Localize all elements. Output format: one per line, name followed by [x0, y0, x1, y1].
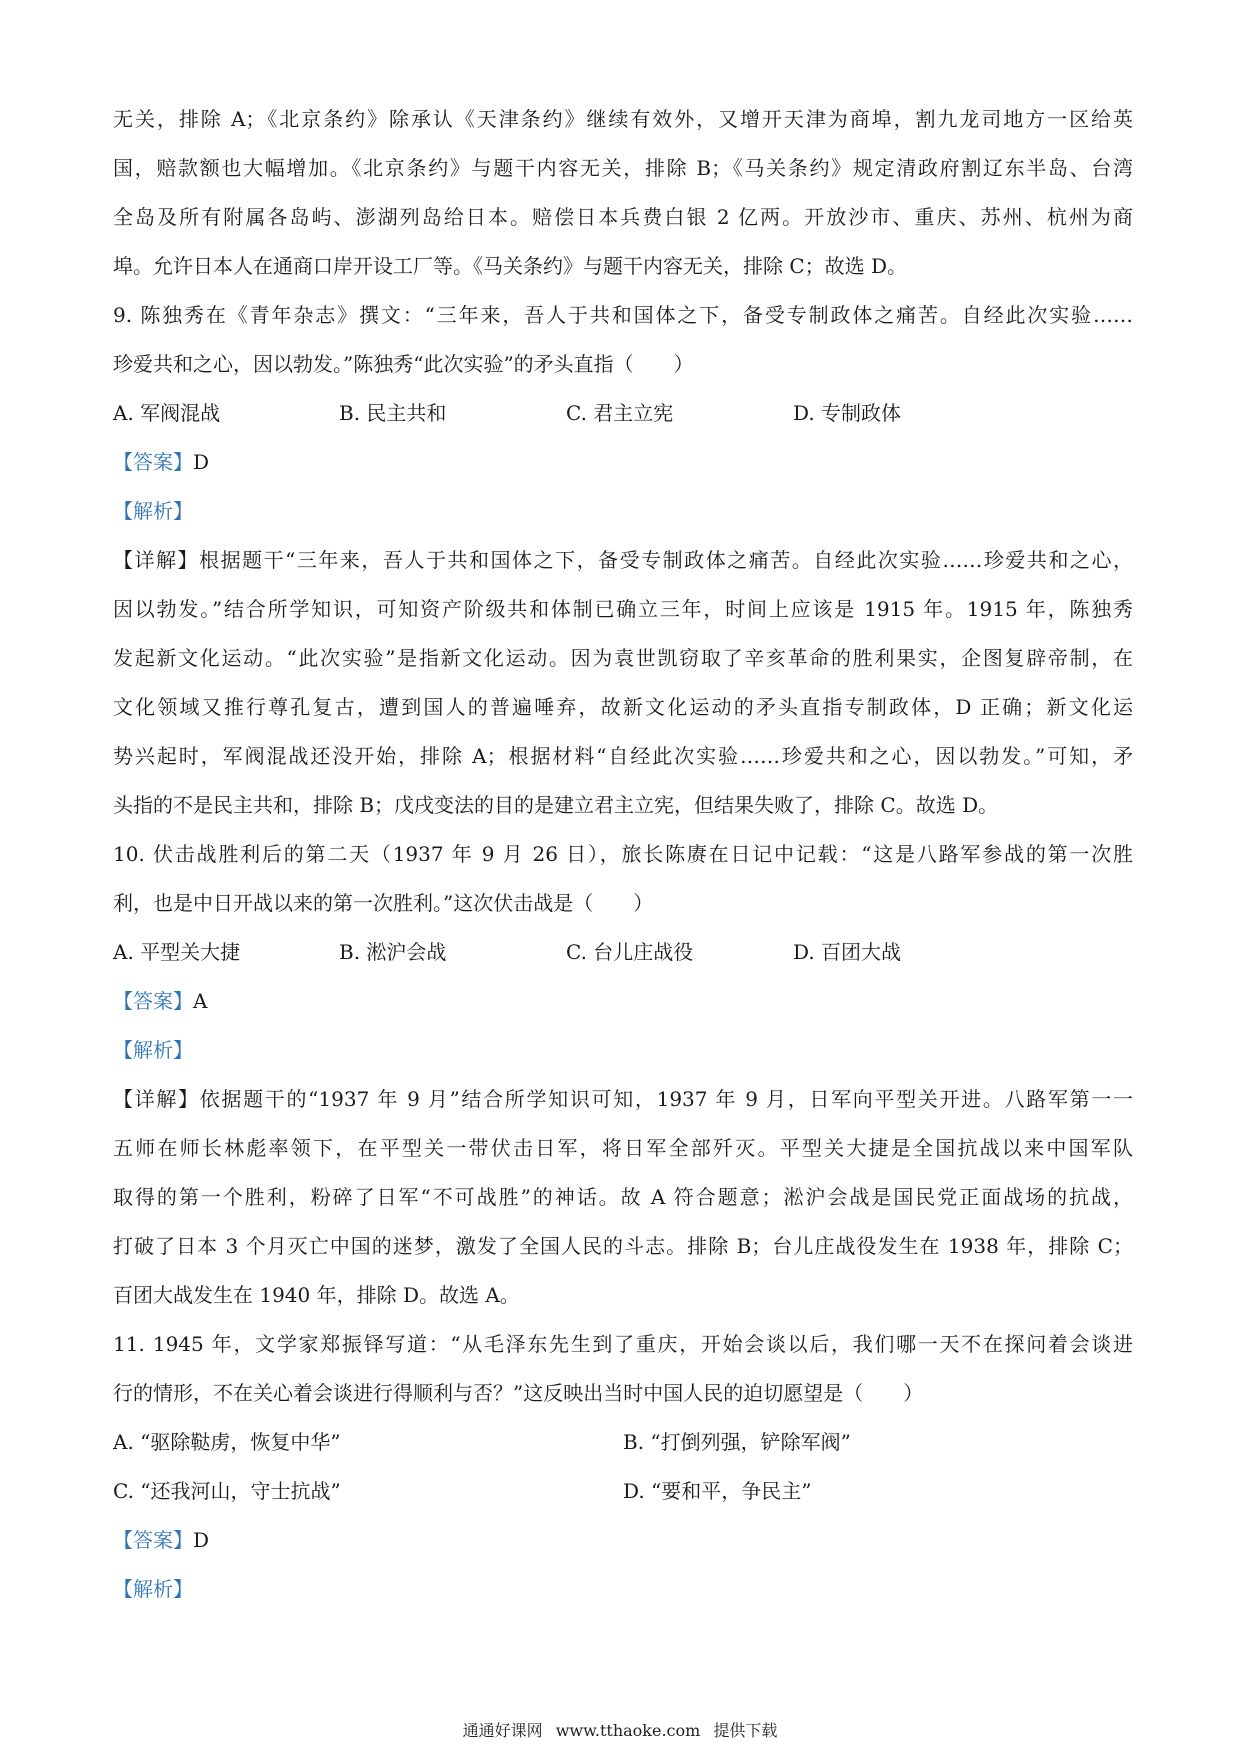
answer-value: D [193, 450, 210, 474]
detail-tag: 【详解】 [113, 548, 200, 572]
detail-line: 百团大战发生在 1940 年，排除 D。故选 A。 [113, 1283, 520, 1307]
answer-tag: 【答案】 [113, 989, 193, 1013]
footer-suffix: 提供下载 [713, 1721, 778, 1740]
paragraph-line: 埠。允许日本人在通商口岸开设工厂等。《马关条约》与题干内容无关，排除 C；故选 D。 [113, 254, 908, 278]
question-9-stem: 9. 陈独秀在《青年杂志》撰文：“三年来，吾人于共和国体之下，备受专制政体之痛苦。自经此次实验…… [113, 303, 1133, 327]
detail-tag: 【详解】 [113, 1087, 200, 1111]
detail-line: 文化领域又推行尊孔复古，遭到国人的普遍唾弃，故新文化运动的矛头直指专制政体，D 正确；新文化运 [113, 695, 1133, 719]
detail-line: 取得的第一个胜利，粉碎了日军“不可战胜”的神话。故 A 符合题意；淞沪会战是国民党正面战场的抗战， [113, 1185, 1133, 1209]
analysis-tag: 【解析】 [113, 1577, 193, 1601]
answer-tag: 【答案】 [113, 1528, 193, 1552]
detail-line: 势兴起时，军阀混战还没开始，排除 A；根据材料“自经此次实验……珍爱共和之心，因以勃发。”可知，矛 [113, 744, 1133, 768]
question-9-answer [113, 438, 1133, 487]
question-10-detail [113, 1075, 1133, 1124]
question-11-analysis [113, 1565, 1133, 1614]
option-a: A. 军阀混战 [113, 401, 221, 425]
page-footer [0, 1718, 1240, 1741]
detail-text: 依据题干的“1937 年 9 月”结合所学知识可知，1937 年 9 月，日军向平型关开进。八路军第一一 [199, 1087, 1133, 1111]
detail-line: 因以勃发。”结合所学知识，可知资产阶级共和体制已确立三年，时间上应该是 1915 年。1915 年，陈独秀 [113, 597, 1133, 621]
analysis-tag: 【解析】 [113, 1038, 193, 1062]
question-11-answer [113, 1516, 1133, 1565]
paragraph-line: 国，赔款额也大幅增加。《北京条约》与题干内容无关，排除 B；《马关条约》规定清政府割辽东半岛、台湾 [113, 156, 1133, 180]
footer-site-name: 通通好课网 [462, 1721, 543, 1740]
answer-value: A [193, 989, 208, 1013]
question-11-options-row-1 [113, 1418, 1133, 1467]
footer-url[interactable]: www.tthaoke.com [555, 1721, 701, 1740]
detail-text: 根据题干“三年来，吾人于共和国体之下，备受专制政体之痛苦。自经此次实验……珍爱共和之心， [199, 548, 1133, 572]
paragraph-line: 无关，排除 A；《北京条约》除承认《天津条约》继续有效外，又增开天津为商埠，割九龙司地方一区给英 [113, 107, 1133, 131]
question-10-analysis [113, 1026, 1133, 1075]
question-11-stem: 行的情形，不在关心着会谈进行得顺利与否？”这反映出当时中国人民的迫切愿望是（ ） [113, 1381, 924, 1405]
option-c: C. 君主立宪 [566, 401, 674, 425]
question-11-stem: 11. 1945 年，文学家郑振铎写道：“从毛泽东先生到了重庆，开始会谈以后，我们哪一天不在探问着会谈进 [113, 1332, 1133, 1356]
detail-line: 五师在师长林彪率领下，在平型关一带伏击日军，将日军全部歼灭。平型关大捷是全国抗战以来中国军队 [113, 1136, 1133, 1160]
question-9-stem: 珍爱共和之心，因以勃发。”陈独秀“此次实验”的矛头直指（ ） [113, 352, 694, 376]
option-a: A. 平型关大捷 [113, 940, 241, 964]
question-9-analysis [113, 487, 1133, 536]
option-c: C. “还我河山，守士抗战” [113, 1479, 341, 1503]
question-10-options [113, 928, 1133, 977]
detail-line: 打破了日本 3 个月灭亡中国的迷梦，激发了全国人民的斗志。排除 B；台儿庄战役发生在 1938 年，排除 C； [113, 1234, 1133, 1258]
question-9-options [113, 389, 1133, 438]
detail-line: 头指的不是民主共和，排除 B；戊戌变法的目的是建立君主立宪，但结果失败了，排除 C。故选 D。 [113, 793, 999, 817]
question-11-options-row-2 [113, 1467, 1133, 1516]
option-d: D. 百团大战 [793, 940, 902, 964]
option-b: B. 民主共和 [339, 401, 447, 425]
option-a: A. “驱除鞑虏，恢复中华” [113, 1430, 341, 1454]
option-c: C. 台儿庄战役 [566, 940, 694, 964]
detail-line: 发起新文化运动。“此次实验”是指新文化运动。因为袁世凯窃取了辛亥革命的胜利果实，企图复辟帝制，在 [113, 646, 1133, 670]
option-b: B. “打倒列强，铲除军阀” [623, 1430, 851, 1454]
question-10-stem: 利，也是中日开战以来的第一次胜利。”这次伏击战是（ ） [113, 891, 654, 915]
page-content [113, 95, 1133, 1614]
analysis-tag: 【解析】 [113, 499, 193, 523]
answer-value: D [193, 1528, 210, 1552]
option-d: D. “要和平，争民主” [623, 1479, 812, 1503]
question-9-detail [113, 536, 1133, 585]
question-10-answer [113, 977, 1133, 1026]
paragraph-line: 全岛及所有附属各岛屿、澎湖列岛给日本。赔偿日本兵费白银 2 亿两。开放沙市、重庆、苏州、杭州为商 [113, 205, 1133, 229]
question-10-stem: 10. 伏击战胜利后的第二天（1937 年 9 月 26 日），旅长陈赓在日记中记载：“这是八路军参战的第一次胜 [113, 842, 1133, 866]
option-b: B. 淞沪会战 [339, 940, 447, 964]
option-d: D. 专制政体 [793, 401, 902, 425]
answer-tag: 【答案】 [113, 450, 193, 474]
